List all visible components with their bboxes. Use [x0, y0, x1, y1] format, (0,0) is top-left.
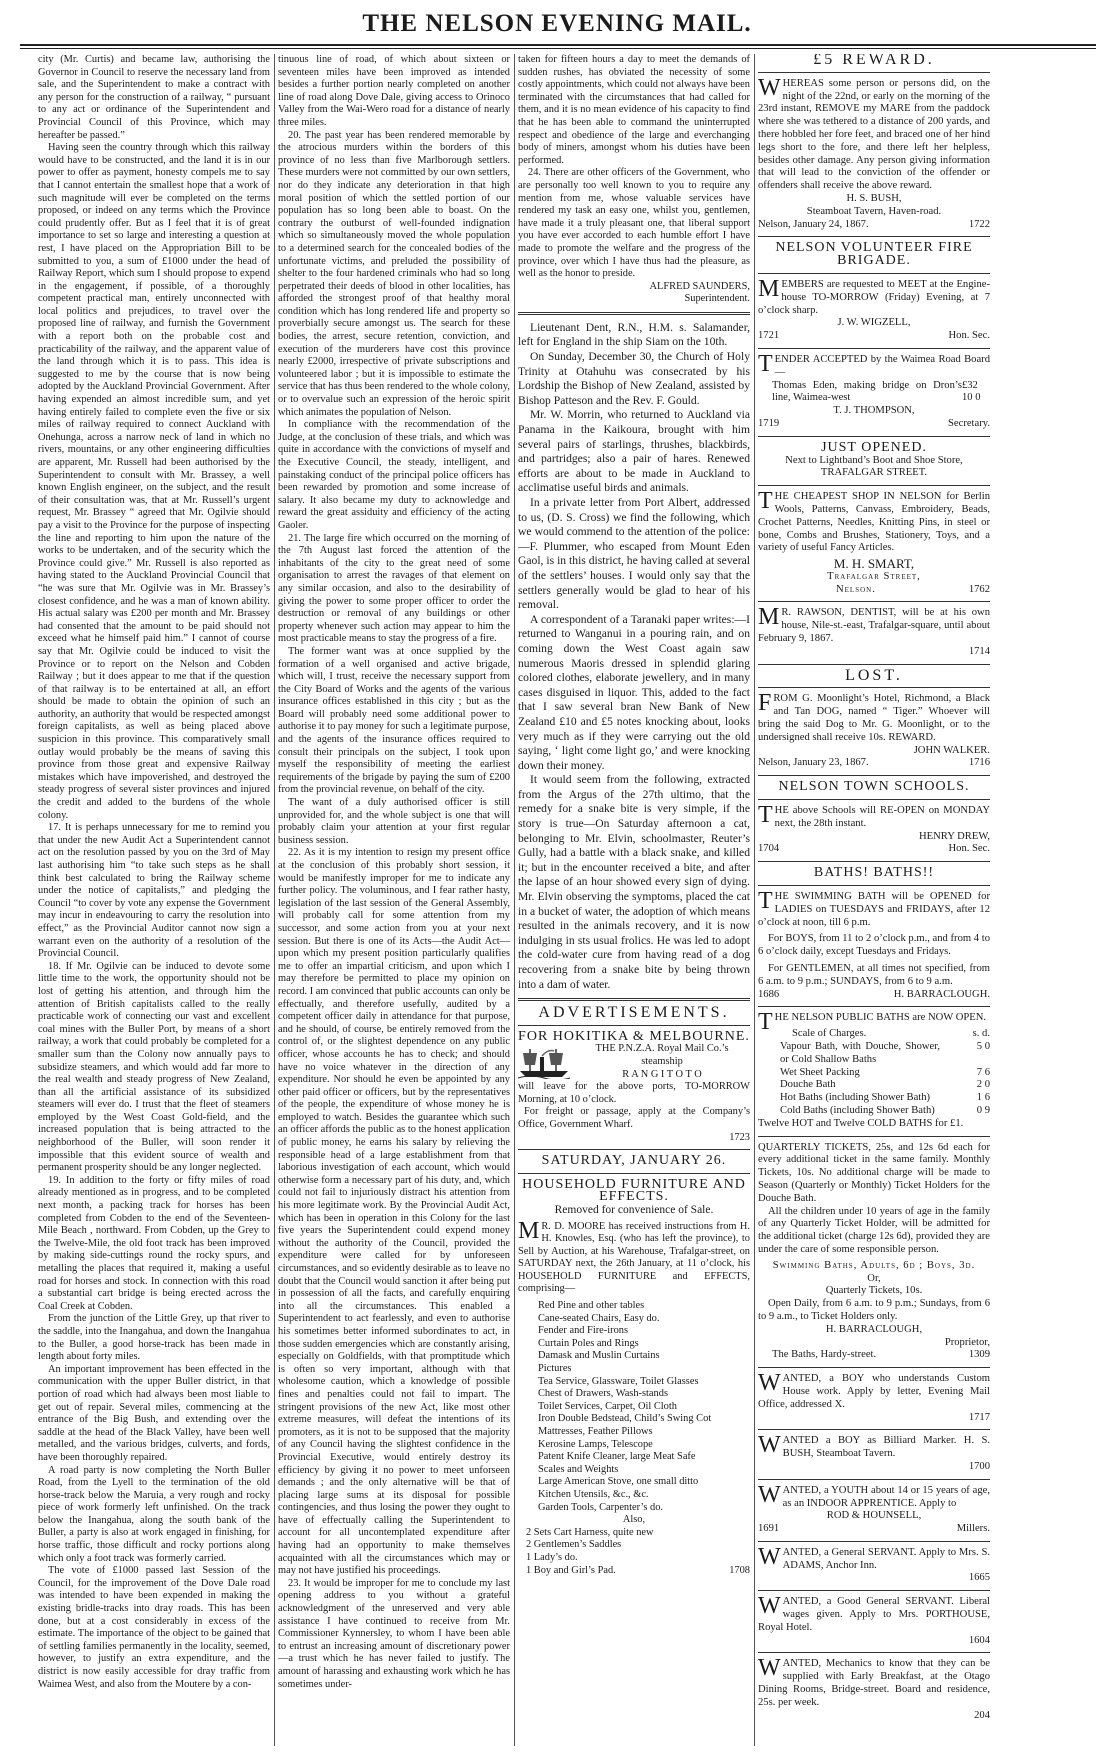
section-rule — [758, 1541, 990, 1542]
ad-number: 1665 — [968, 1572, 990, 1584]
section-rule — [758, 799, 990, 800]
charges-header — [780, 1028, 990, 1041]
charge-price: 2 0 — [976, 1079, 990, 1091]
paragraph: In compliance with the recommendation of the Judge, at the conclusion of these trials, and which was quite in accordance with the convictions of myself and the Executive Council, the steady, intelligent, and painstaking conduct of the principal police officers has been rewarded by promotion and some increase of salary. It also became my duty to acknowledge and reward the great assiduity and efficiency of the acting Gaoler. — [278, 419, 510, 531]
list-item: Iron Double Bedstead, Child’s Swing Cot — [538, 1413, 712, 1425]
section-rule — [518, 1025, 750, 1026]
ad-number: 1700 — [968, 1460, 990, 1472]
column-speech-2 — [278, 54, 510, 1744]
charge-item: Vapour Bath, with Douche, Shower, or Cold Shallow Baths — [780, 1041, 940, 1065]
paragraph: taken for fifteen hours a day to meet the demands of sudden rushes, has obviated the necessity of some costly appointments, which could not always have been terminated with the circumstances that had called for them, and it is no mean evidence of his capacity to find that he has been able to command the uninterrupted respect and obedience of the large and everchanging body of miners, amongst whom his duties have been performed. — [518, 54, 750, 166]
paragraph: 21. The large fire which occurred on the morning of the 7th August last forced the attention of the inhabitants of the city to the great need of some organisation to arrest the ravages of that element on any similar occasion, and also to the desirability of giving the power to some proper officer to order the destruction or removal of any buildings or other property whenever such action may appear to him the most practicable means to stay the progress of a fire. — [278, 532, 510, 645]
paragraph: 22. As it is my intention to resign my present office at the conclusion of this probably short session, it would be manifestly improper for me to indicate any further policy. The voluminous, and I fear rather hasty, legislation of the last session of the General Assembly, will probably call for some attention from my successor, and some action from you at your next session. But there is one of its Acts—the Audit Act—upon which my present position particularly qualifies me to offer an impartial criticism, and upon which I may therefore be permitted to place my opinion on record. I am convinced that public accounts can only be effectually, and therefore usefully, audited by a competent officer daily in attendance for that purpose, and he should, of course, be entirely removed from the control of, or the slightest dependence on any public officer, whose accounts he has to check; and should have no voice whatever in the direction of any expenditure. Nor should he even be appointed by any other paid officer or officers, but by the representatives of the people, the expenditure of whose money he is employed to watch. Besides the guarantee which such an officer affords the public as to the honest application of public money, he earns his salary by relieving the responsible head of a large establishment from that laborious investigation of each account, which would otherwise form a necessary part of his duty, and, which could not fail to injuriously distract his attention from his more legitimate work. By the Provincial Audit Act, which has been in operation in this Colony for the last five years the Superintendent could expend money without the authority of the Council, provided the expenditure were called for by unforeseen circumstances, and so evidently desirable as to leave no doubt that the Council would sanction it after being put in possession of all the facts, and carefully enquiring into all the circumstances. This enabled a Superintendent to act fearlessly, and even to authorise his sometimes better informed subordinates to act, in those sudden emergencies which are constantly arising, especially on Goldfields, with that promptitude which is often so very important, although with that wholesome caution, which a knowledge of possible fines and penalties could not fail to impart. The stringent provisions of the new Act, like most other extreme measures, will defeat the intentions of its promoters, as it is not to be supposed that the majority of any Council having the slightest confidence in the Provincial Executive, would entirely destroy its efficiency by giving it no power to meet unforseen demands ; and the only alternative will be that of placing large sums at its disposal for possible contingencies, and thus losing the power they ought to have of effectually calling the Superintendent to account for all uncontemplated expenditure after having had an opportunity to make themselves acquainted with all the circumstances which may or may not have justified his proceedings. — [278, 847, 510, 1577]
quarterly-line: Quarterly Tickets, 10s. — [825, 1285, 923, 1297]
baths-name: H. BARRACLOUGH. — [893, 988, 990, 1000]
list-item: 2 Sets Cart Harness, quite new — [526, 1526, 654, 1538]
reward-heading: £5 REWARD. — [813, 54, 935, 68]
fire-brigade-heading: NELSON VOLUNTEER FIRE BRIGADE. — [775, 240, 973, 269]
list-item: Mattresses, Feather Pillows — [538, 1426, 653, 1437]
list-item: Large American Stove, one small ditto — [538, 1476, 699, 1488]
tender-body: TENDER ACCEPTED by the Waimea Road Board— — [758, 350, 990, 378]
reward-footer — [758, 219, 990, 232]
fire-brigade-title: Hon. Sec. — [948, 330, 990, 342]
list-item: Curtain Poles and Rings — [538, 1337, 639, 1349]
ad-number: 1723 — [729, 1131, 750, 1143]
wanted-ad: WANTED, Mechanics to know that they can be supplied with Early Breakfast, at the Otago Dining Rooms, Bridge-street. Board and residence, 25s. per week. — [758, 1655, 990, 1708]
paragraph: city (Mr. Curtis) and became law, authorising the Governor in Council to reserve the necessary land from sale, and the Superintendent to make a contract with any person for the construction of a railway, “ pursuant to any act or ordinance of the Superintendent and Provincial Council of this Province, which may hereafter be passed.” — [38, 54, 270, 141]
charge-item: Cold Baths (including Shower Bath) — [780, 1104, 935, 1116]
paragraph: Having seen the country through which this railway would have to be constructed, and the land it is in our power to offer as payment, honesty compels me to say that I cannot entertain the smallest hope that a work of such magnitude will ever be completed on the terms proposed, or indeed on any terms which the Province could prudently offer. But as I feel that it is of great importance to set so large and interesting a question at rest, I have placed on the Appropriation Bill to be submitted to you, a sum of £1000 under the head of Railway Report, which sum I should propose to expend in the engagement, if possible, of a thoroughly competent practical man, entirely unconnected with local politics and prejudices, to travel over the proposed line of railway, and furnish the Government with a report both on the probable cost and practicability of the railway, and the apparent value of the land through which it is to pass. This idea is suggested to me by the course that is now being adopted by the Auckland Provincial Government. After having expended an almost incredible sum, and yet having entirely failed to complete even the five or six miles of railway required to connect Auckland with Onehunga, across a narrow neck of land in which no rivers, mountains, or any other engineering difficulties are apparent, Mr. Russell had been authorised by the Superintendent to consult with Mr. Brassey, a well known English engineer, on the subject, and the result of their consultation was, that at Mr. Russell’s urgent request, Mr. Brassey “ agreed that Mr. Ogilvie should pay a visit to the Province for the purpose of inspecting the line and reporting to him upon the nature of the works to be undertaken, and of the security which the Province could give.” Mr. Russell is also reported as having stated to the Auckland Provincial Council that “he was sure that Mr. Ogilvie was in Mr. Brassey’s closest confidence, and he was a man of known ability. His actual salary was £200 per month and Mr. Brassey had consented that the amount to be paid should not exceed what he himself paid him.” I cannot of course say that Mr. Ogilvie could be induced to visit the Province or to report on the Nelson and Cobden Railway ; but it does appear to me that if the question of that railway is to be entertained at all, an effort should be made to obtain the opinion of such an authority, an authority that would be respected amongst foreign capitalists, as well as being placed above suspicion in this province. This comparatively small outlay would probably be the means of saving this province from those great and expensive Railway mistakes which have impoverished, and destroyed the steady progress of several sister provinces and injured the credit and added to the burdens of the whole colony. — [38, 142, 270, 821]
ad-number: 1721 — [758, 330, 780, 342]
section-rule — [758, 775, 990, 776]
ad-number: 1708 — [729, 1564, 750, 1576]
ad-number: 1716 — [968, 757, 990, 769]
baths-footer — [758, 989, 990, 1002]
wanted-ad: WANTED a BOY as Billiard Marker. H. S. BUSH, Steamboat Tavern. — [758, 1432, 990, 1460]
column-classifieds — [758, 54, 990, 1744]
schools-footer — [758, 843, 990, 856]
list-item: Cane-seated Chairs, Easy do. — [538, 1312, 660, 1324]
steamer-line: steamship — [641, 1055, 683, 1067]
schools-heading: NELSON TOWN SCHOOLS. — [778, 779, 970, 795]
section-rule — [758, 348, 990, 349]
column-divider — [514, 54, 515, 1746]
section-rule — [518, 1149, 750, 1150]
list-item: Fender and Fire-irons — [538, 1325, 629, 1337]
tender-footer — [758, 418, 990, 431]
ad-number: 1604 — [968, 1634, 990, 1646]
hokitika-heading: FOR HOKITIKA & MELBOURNE. — [518, 1028, 750, 1044]
charges-table — [780, 1028, 990, 1118]
news-paragraph: In a private letter from Port Albert, addressed to us, (D. S. Cross) we find the following, which we would commend to the attention of the police:—F. Plummer, who escaped from Mount Eden Gaol, is in this district, he having called at several of the settlers’ houses. I would only say that the settlers generally would be glad to hear of his removal. — [518, 496, 750, 612]
section-rule — [758, 1429, 990, 1430]
shop-town: Nelson. — [836, 583, 876, 595]
section-rule — [758, 1136, 990, 1137]
charge-item: Hot Baths (including Shower Bath) — [780, 1092, 931, 1104]
charges-unit: s. d. — [972, 1028, 990, 1040]
list-item: Tea Service, Glassware, Toilet Glasses — [538, 1375, 699, 1387]
lost-date: Nelson, January 23, 1867. — [758, 757, 869, 769]
saturday-heading: SATURDAY, JANUARY 26. — [541, 1153, 727, 1169]
list-item: Patent Knife Cleaner, large Meat Safe — [538, 1451, 696, 1463]
ad-number: 1722 — [968, 218, 990, 230]
public-place: The Baths, Hardy-street. — [772, 1349, 877, 1361]
fire-brigade-name: J. W. WIGZELL, — [837, 317, 911, 329]
shop-body: THE CHEAPEST SHOP IN NELSON for Berlin Wools, Patterns, Canvass, Embroidery, Beads, Crochet Patterns, Needles, Knitting Pins, in steel or bone, Combs and Brushes, Stationery, Toys, and a variety of useful Fancy Articles. — [758, 488, 990, 554]
news-items — [518, 321, 750, 992]
public-title: Proprietor, — [944, 1336, 990, 1348]
reward-place: Steamboat Tavern, Haven-road. — [806, 205, 942, 217]
section-rule — [758, 1367, 990, 1368]
column-divider — [754, 54, 755, 1746]
reward-name: H. S. BUSH, — [846, 192, 902, 204]
section-rule — [758, 664, 990, 665]
list-item: Kerosine Lamps, Telescope — [538, 1438, 653, 1450]
lost-name: JOHN WALKER. — [913, 744, 990, 756]
baths-body: For BOYS, from 11 to 2 o’clock p.m., and from 4 to 6 o’clock daily, except Tuesdays and Fridays. — [758, 933, 990, 958]
news-paragraph: A correspondent of a Taranaki paper writes:—I returned to Wanganui in a pouring rain, and on coming down the West Coast again saw numerous Maoris dressed in splendid glaring colored clothes, elaborate jewellery, and in many cases disguised in liquor. This, added to the fact that I saw several bran New Bank of New Zealand £10 and £5 notes knocking about, looks very much as if they were carrying out the old saying, ‘ light come light go,’ and were knocking down their money. — [518, 612, 750, 772]
list-item: Kitchen Utensils, &c., &c. — [538, 1488, 649, 1500]
advertisements-heading: ADVERTISEMENTS. — [538, 1004, 730, 1022]
wanted-name: ROD & HOUNSELL, — [826, 1510, 922, 1522]
masthead-rule-thin — [20, 48, 1096, 49]
tender-title: Secretary. — [948, 417, 990, 429]
charge-price: 7 6 — [976, 1066, 990, 1078]
ad-number: 1719 — [758, 417, 780, 429]
signature-name: ALFRED SAUNDERS, — [649, 280, 750, 292]
wanted-ad: WANTED, a YOUTH about 14 or 15 years of age, as an INDOOR APPRENTICE. Apply to — [758, 1481, 990, 1509]
ad-number: 1686 — [758, 988, 780, 1000]
section-rule — [758, 601, 990, 602]
ad-number: 1762 — [968, 583, 990, 595]
section-rule — [758, 236, 990, 237]
public-baths-body: THE NELSON PUBLIC BATHS are NOW OPEN. — [758, 1009, 987, 1036]
section-rule — [758, 1590, 990, 1591]
table-row — [780, 1041, 990, 1067]
news-paragraph: Lieutenant Dent, R.N., H.M. s. Salamander, left for England in the ship Siam on the 10th. — [518, 320, 750, 349]
wanted-ad: WANTED, a Good General SERVANT. Liberal wages given. Apply to Mrs. PORTHOUSE, Royal Hotel. — [758, 1593, 990, 1633]
section-rule — [518, 998, 750, 1001]
wanted-footer — [758, 1523, 990, 1536]
ad-number: 1691 — [758, 1523, 780, 1535]
schools-name: HENRY DREW, — [918, 830, 990, 842]
tender-row — [758, 380, 990, 406]
paragraph: The former want was at once supplied by the formation of a well organised and active brigade, which will, I trust, receive the necessary support from the City Board of Works and the agents of the various insurance offices established in this city ; but as the Board will probably need some additional power to authorise it to pay money for such a legitimate purpose, and the agents of the insurance offices required to consult their principals on the subject, I took upon myself the responsibility of meeting the earliest requirements of the brigade by paying the sum of £200 from the provincial revenue, on behalf of the city. — [278, 645, 510, 796]
dentist-body: MR. RAWSON, DENTIST, will be at his own house, Nile-st.-east, Trafalgar-square, until about February 9, 1867. — [758, 604, 990, 645]
also-label: Also, — [622, 1514, 646, 1526]
paragraph: A road party is now completing the North Buller Road, from the Lyell to the termination of the old horse-track below the Maruia, a very rough and rocky piece of work formerly left unfinished. On the track below the Inangahua, along the south bank of the Buller, a party is also at work engaged in finishing, for horse traffic, those difficult and rocky portions along which only a foot track was formerly carried. — [38, 1464, 270, 1564]
lost-heading: LOST. — [845, 666, 903, 684]
list-item-last — [526, 1565, 750, 1578]
section-rule — [758, 1652, 990, 1653]
public-footer — [758, 1349, 990, 1362]
section-rule — [758, 885, 990, 886]
furniture-heading: HOUSEHOLD FURNITURE AND EFFECTS. — [522, 1176, 746, 1205]
wanted-title: Millers. — [956, 1523, 990, 1535]
also-list — [526, 1527, 750, 1577]
list-item: Garden Tools, Carpenter’s do. — [538, 1501, 663, 1513]
charge-item: Douche Bath — [780, 1079, 836, 1091]
steamer-line: will leave for the above ports, TO-MORROW Morning, at 10 o’clock. — [518, 1081, 750, 1105]
shop-name: M. H. SMART, — [833, 556, 915, 572]
masthead: THE NELSON EVENING MAIL. — [362, 10, 752, 37]
list-item: Red Pine and other tables — [538, 1300, 645, 1312]
reward-date: Nelson, January 24, 1867. — [758, 218, 869, 230]
open-daily: Open Daily, from 6 a.m. to 9 p.m.; Sundays, from 6 to 9 a.m., to Ticket Holders only. — [758, 1298, 990, 1322]
baths-body: For GENTLEMEN, at all times not specified, from 6 a.m. to 9 p.m.; SUNDAYS, from 6 to 9 a.m. — [758, 963, 990, 987]
news-paragraph: It would seem from the following, extracted from the Argus of the 27th ultimo, that the remedy for a snake bite is very simple, if the story is true—On Saturday afternoon a cat, belonging to Mr. Elvin, schoolmaster, Reuter’s Gully, had a battle with a black snake, and killed it; but in the encounter received a bite, and after the lapse of an hour showed every sign of dying. Mr. Elvin observing the symptoms, placed the cat in a bucket of water, the adoption of which means resulted in the animals recovery, and it is now indulging in sts usual frolics. He was led to adopt the cold-water cure from having read of a dog recovering from a snake bite by being thrown into a dam of water. — [518, 773, 750, 991]
column-speech-1 — [38, 54, 270, 1744]
section-rule — [758, 273, 990, 274]
news-paragraph: Mr. W. Morrin, who returned to Auckland via Panama in the Kaikoura, brought with him several pairs of starlings, thrushes, blackbirds, and partridges; also a pair of hares. Renewed efforts are about to be made in Auckland to acclimatise useful birds and animals. — [518, 408, 750, 495]
baths-body: THE SWIMMING BATH will be OPENED for LADIES on TUESDAYS and FRIDAYS, after 12 o’clock at noon, till 6 p.m. — [758, 888, 990, 928]
paragraph: 19. In addition to the forty or fifty miles of road already mentioned as in progress, and to be completed next month, a packing track for horses has been completed from Cobden to the end of the Seventeen-Mile Beach , northward. From Cobden, up the Grey to the Twelve-Mile, the old foot track has been improved by making side-cuttings round the rocky spurs, and metalling the places that required it, making a useful road for horses and stock. In connection with this road a substantial cart bridge is being erected across the Coal Creek at Cobden. — [38, 1174, 270, 1312]
paragraph: tinuous line of road, of which about sixteen or seventeen miles have been improved as intended besides a further portion nearly completed on another line of road along Dove Dale, giving access to Orinoco Valley from the Wai-Wero road for a distance of nearly three miles. — [278, 54, 510, 128]
paragraph: From the junction of the Little Grey, up that river to the saddle, into the Inangahua, and down the Inangahua to the Buller, a good horse-track has been made in length about forty miles. — [38, 1313, 270, 1363]
section-rule — [518, 1173, 750, 1174]
steamer-footer: For freight or passage, apply at the Company’s Office, Government Wharf. — [518, 1106, 750, 1130]
shop-footer — [758, 584, 990, 597]
schools-title: Hon. Sec. — [948, 843, 990, 855]
list-item: Toilet Services, Carpet, Oil Cloth — [538, 1400, 677, 1412]
steamship-icon — [518, 1045, 570, 1079]
table-row — [780, 1067, 990, 1080]
list-item: 1 Boy and Girl’s Pad. — [526, 1564, 616, 1576]
fire-brigade-footer — [758, 330, 990, 343]
or-line: Or, — [867, 1272, 881, 1284]
reward-body: WHEREAS some person or persons did, on the night of the 22nd, or early on the morning of the 23rd instant, REMOVE my MARE from the paddock where she was tethered to a distance of 200 yards, and there hobbled her fore feet, and braced one of her hind legs short to the fore, and there left her helpless, besides other damage. Any person giving information that will lead to the conviction of the offender or offenders shall receive the above reward. — [758, 74, 990, 192]
tender-detail: Thomas Eden, making bridge on Dron’s line, Waimea-west — [772, 379, 962, 404]
ad-number: 1714 — [968, 645, 990, 657]
paragraph: 20. The past year has been rendered memorable by the atrocious murders within the borders of this province of no less than five Marlborough settlers. These murders were not committed by our own settlers, nor do they indicate any deterioration in that high moral position of which the settled portion of our population has so long been able to boast. On the contrary the outburst of well-founded indignation which so simultaneously moved the whole population to a determined search for the concealed bodies of the unfortunate victims, and preluded the possibility of shelter to the four hardened criminals who had so long perpetrated their deeds of blood in other localities, has afforded the strongest proof of that healthy moral condition which has long rendered life and property so proverbially secure amongst us. The search for these bodies, the arrest, secure retention, conviction, and execution of the murderers have cost this province nearly £2000, irrespective of private subscriptions and volunteered labor ; but it is impossible to estimate the service that has thus been rendered to the whole colony, or to overvalue such an expression of the heroic spirit which animates the population of Nelson. — [278, 129, 510, 418]
ad-number: 1309 — [968, 1349, 990, 1361]
paragraph: An important improvement has been effected in the communication with the upper Buller district, in that portion of road which had always been most liable to get out of repair. Several miles, commencing at the entrance of the Big Bush, and extending over the saddle at the head of the Black Valley, have been well metalled, and the various bridges, culverts, and fords, have been thoroughly repaired. — [38, 1363, 270, 1463]
signature-title: Superintendent. — [684, 293, 750, 305]
section-rule — [758, 1479, 990, 1480]
table-row — [780, 1079, 990, 1092]
charge-price: 1 6 — [976, 1092, 990, 1104]
children-body: All the children under 10 years of age in the family of any Quarterly Ticket Holder, will be admitted for the additional ticket (charge 12s 6d), provided they are under the care of some responsible person. — [758, 1205, 990, 1255]
ad-number: 1717 — [968, 1411, 990, 1423]
section-rule — [758, 72, 990, 73]
column-divider — [274, 54, 275, 1746]
section-rule — [758, 485, 990, 486]
charge-price: 5 0 — [976, 1041, 990, 1052]
tender-amount: £32 10 0 — [961, 379, 981, 404]
charge-item: Wet Sheet Packing — [780, 1066, 860, 1078]
ad-number: 204 — [974, 1709, 990, 1721]
furniture-intro: MR. D. MOORE has received instructions from H. H. Knowles, Esq. (who has left the province), to Sell by Auction, at his Warehouse, Trafalgar-street, on SATURDAY next, the 26th January, at 11 o’clock, his HOUSEHOLD FURNITURE and EFFECTS, comprising— — [518, 1217, 750, 1295]
paragraph: The vote of £1000 passed last Session of the Council, for the improvement of the Dove Dale road was intended to have been expended in making the existing bridle-tracks into dray roads. This has been done, but at a cost considerably in excess of the estimate. The importance of the object to be gained that of settling families permanently in the locality, seemed, however, to justify an extra expenditure, and the district is now easily accessible for dray traffic from Waimea West, and also from the Moutere by a con- — [38, 1565, 270, 1690]
charge-price: 0 9 — [976, 1104, 990, 1116]
baths-heading: BATHS! BATHS!! — [813, 865, 935, 881]
paragraph: The want of a duly authorised officer is still unprovided for, and the whole subject is one that will probably claim your attention at your first regular business session. — [278, 797, 510, 846]
section-rule — [758, 436, 990, 437]
swimming-line: Swimming Baths, Adults, 6d ; Boys, 3d. — [772, 1259, 976, 1271]
list-item: 1 Lady’s do. — [526, 1551, 578, 1563]
column-news-ads — [518, 54, 750, 1744]
ad-number: 1704 — [758, 843, 780, 855]
steamer-ad — [518, 1043, 750, 1106]
tender-name: T. J. THOMPSON, — [833, 405, 915, 417]
table-row — [780, 1092, 990, 1105]
section-rule — [758, 1006, 990, 1007]
wanted-ad: WANTED, a BOY who understands Custom House work. Apply by letter, Evening Mail Office, addressed X. — [758, 1370, 990, 1410]
furniture-list — [538, 1300, 750, 1514]
quarterly-body: QUARTERLY TICKETS, 25s, and 12s 6d each for every additional ticket in the same family. Monthly Tickets, 10s. No additional charge will be made to Season (Quarterly or Monthly) Ticket Holders for the Douche Bath. — [758, 1141, 990, 1204]
list-item: Damask and Muslin Curtains — [538, 1350, 660, 1362]
schools-body: THE above Schools will RE-OPEN on MONDAY next, the 28th instant. — [758, 802, 990, 829]
list-item: Pictures — [538, 1363, 572, 1375]
paragraph: 18. If Mr. Ogilvie can be induced to devote some little time to the work, the opportunity should not be lost of getting his attention, and through him the attention of British capitalists called to the really practicable work of connecting our vast and excellent coal mines with the Buller Port, by means of a short railway, a work that could probably be completed for a smaller sum than the Colony now annually pays to subsidize steamers, and which would add far more to the real wealth and steady progress of New Zealand, than all the artificial assistance of its subsidized steamers will ever do. I trust that the fleet of steamers employed by the West Coast Gold-field, and the increased population that is being attracted to the neighborhood of the Buller, will soon render it impossible that this evident source of wealth and permanent prosperity should be any longer neglected. — [38, 960, 270, 1174]
masthead-rule — [20, 44, 1096, 46]
twelve-baths-line: Twelve HOT and Twelve COLD BATHS for £1. — [758, 1117, 964, 1129]
just-opened-subheading: Next to Lightband’s Boot and Shoe Store, TRAFALGAR STREET. — [785, 454, 963, 479]
list-item: 2 Gentlemen’s Saddles — [526, 1539, 622, 1551]
furniture-subheading: Removed for convenience of Sale. — [554, 1203, 714, 1216]
news-paragraph: On Sunday, December 30, the Church of Holy Trinity at Otahuhu was consecrated by his Lordship the Bishop of New Zealand, assisted by Bishop Patteson and the Rev. F. Gould. — [518, 350, 750, 407]
steamer-line: THE P.N.Z.A. Royal Mail Co.’s — [595, 1043, 729, 1055]
lost-footer — [758, 757, 990, 770]
ship-name: R A N G I T O T O — [622, 1068, 702, 1080]
section-rule — [518, 312, 750, 315]
paragraph: 24. There are other officers of the Government, who are personally too well known to you to require any mention from me, whose valuable services have rendered my task an easy one, whilst you, gentlemen, have made it a truly pleasant one, that liberal support you have ever accorded to each humble effort I have made to promote the welfare and the progress of the province, over which I have thus had the pleasure, as well as the honor to preside. — [518, 167, 750, 280]
section-rule — [758, 687, 990, 688]
shop-street: Trafalgar Street, — [827, 570, 921, 582]
list-item: Chest of Drawers, Wash-stands — [538, 1388, 668, 1400]
fire-brigade-body: MEMBERS are requested to MEET at the Engine-house TO-MORROW (Friday) Evening, at 7 o’clock sharp. — [758, 275, 990, 316]
charges-title: Scale of Charges. — [792, 1028, 867, 1040]
paragraph: 23. It would be improper for me to conclude my last opening address to you without a grateful acknowledgment of the unreserved and very able assistance I have continued to receive from Mr. Commissioner Kynnersley, to whom I have been able to entrust an increasing amount of discretionary power—a trust which he has never failed to justify. The amount of harassing and exhausting work which he has sometimes under- — [278, 1577, 510, 1690]
paragraph: 17. It is perhaps unnecessary for me to remind you that under the new Audit Act a Superintendent cannot act on the resolution passed by you on the 3rd of May last authorising him “to take such steps as he shall think best calculated to bring the Railway scheme under the notice of capitalists,” and pledging the Council “to cover by vote any expense the Government may incur in endeavouring to carry the resolution into effect,” as the Provincial Auditor cannot now sign a warrant even on the authority of a resolution of the Provincial Council. — [38, 822, 270, 960]
list-item: Scales and Weights — [538, 1463, 619, 1475]
table-row — [780, 1105, 990, 1118]
section-rule — [758, 861, 990, 862]
just-opened-heading: JUST OPENED. — [821, 439, 927, 455]
lost-body: FROM G. Moonlight’s Hotel, Richmond, a Black and Tan DOG, named “ Tiger.” Whoever will bring the said Dog to Mr. G. Moonlight, or to the undersigned shall receive 10s. REWARD. — [758, 690, 990, 743]
public-name: H. BARRACLOUGH, — [825, 1323, 923, 1335]
wanted-ad: WANTED, a General SERVANT. Apply to Mrs. S. ADAMS, Anchor Inn. — [758, 1543, 990, 1571]
